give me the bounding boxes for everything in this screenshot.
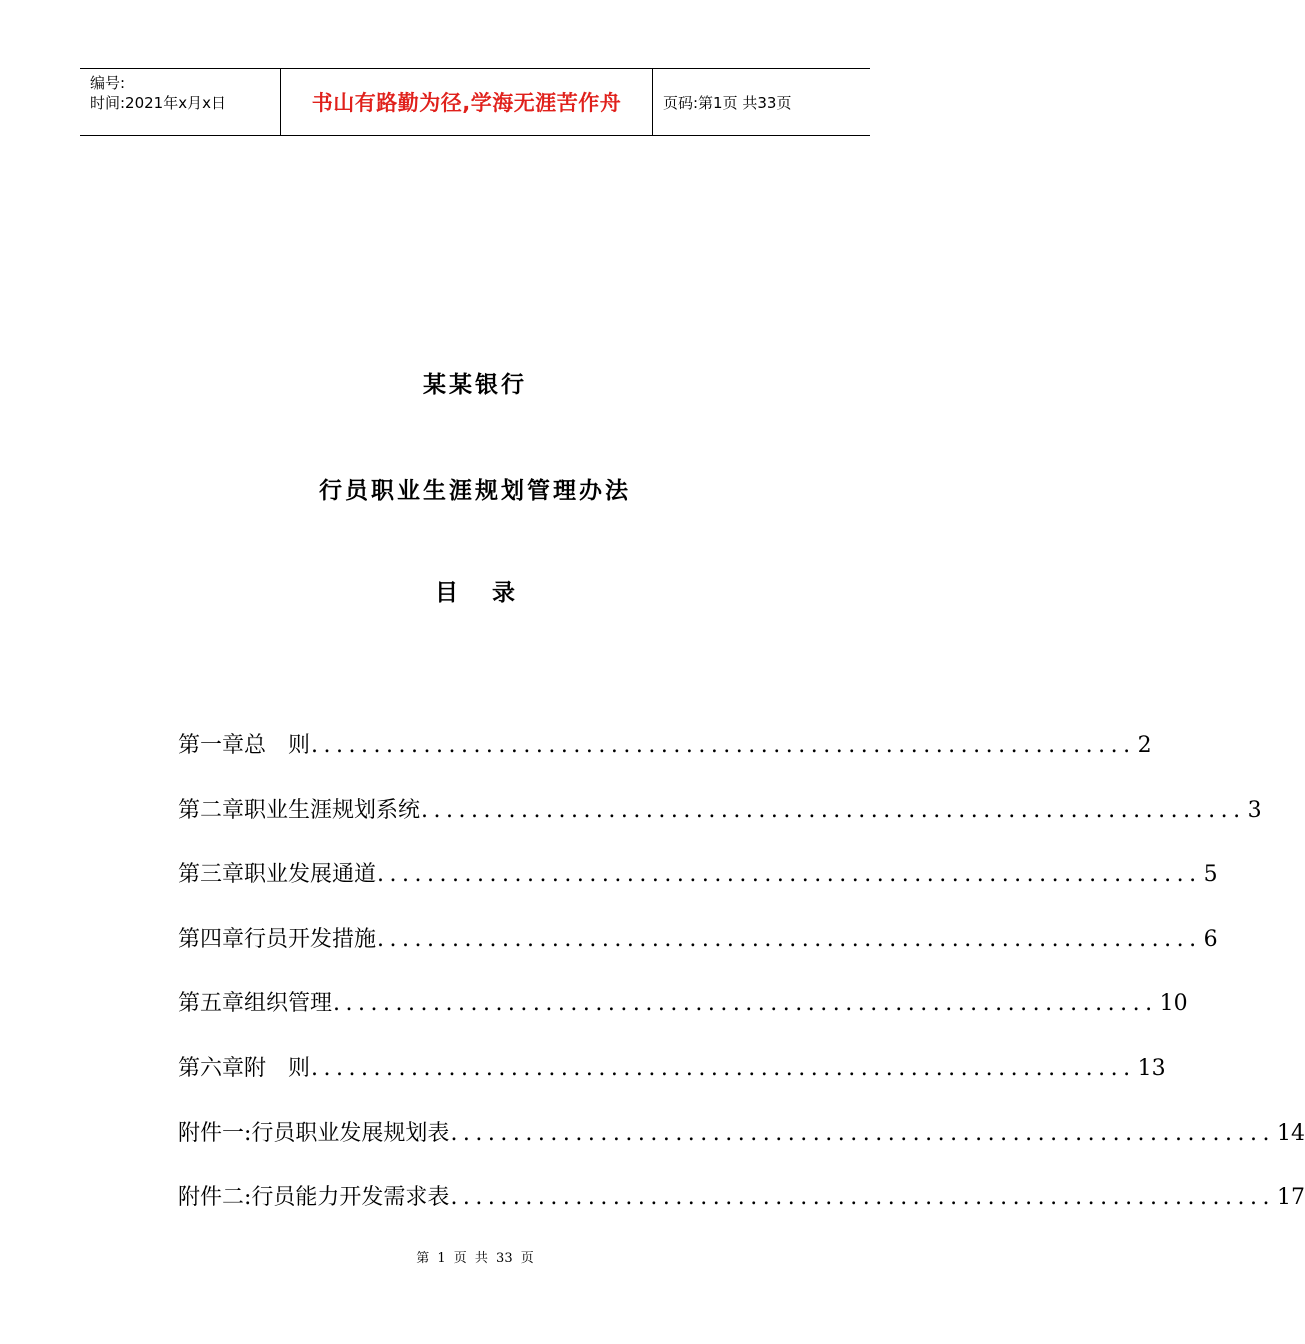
time-label: 时间:2021年x月x日 bbox=[90, 94, 226, 112]
toc-entry[interactable] bbox=[178, 1051, 1166, 1116]
toc-leader-dots: .................................................................. bbox=[333, 991, 1158, 1017]
toc-title: 职业生涯规划系统 bbox=[244, 797, 421, 823]
toc-leader-dots: .................................................................. bbox=[311, 733, 1136, 758]
toc-page-number: 3 bbox=[1247, 797, 1262, 823]
toc-page-number: 5 bbox=[1203, 862, 1218, 888]
number-label: 编号: bbox=[90, 74, 126, 92]
toc-heading: 目录 bbox=[435, 580, 549, 606]
toc-chapter: 第二章 bbox=[178, 797, 245, 823]
toc-title: 附 则 bbox=[244, 1055, 311, 1081]
header-motto-cell bbox=[281, 69, 653, 135]
toc-title: 职业发展通道 bbox=[244, 862, 377, 888]
toc-entry[interactable] bbox=[178, 1116, 1305, 1181]
toc-chapter: 第三章 bbox=[178, 862, 245, 888]
toc-page-number: 13 bbox=[1137, 1055, 1166, 1081]
toc-leader-dots: .................................................................. bbox=[421, 797, 1246, 823]
toc-leader-dots: .................................................................. bbox=[377, 926, 1202, 952]
toc-page-number: 6 bbox=[1203, 926, 1218, 952]
toc-entry[interactable] bbox=[178, 857, 1218, 922]
toc-page-number: 10 bbox=[1159, 991, 1188, 1017]
bank-name: 某某银行 bbox=[423, 372, 527, 398]
toc-leader-dots: .................................................................. bbox=[377, 862, 1202, 888]
toc-entry[interactable] bbox=[178, 1180, 1305, 1245]
document-title: 行员职业生涯规划管理办法 bbox=[319, 478, 631, 504]
toc-page-number: 17 bbox=[1277, 1185, 1305, 1211]
toc-chapter: 第五章 bbox=[178, 991, 245, 1017]
header-table bbox=[80, 68, 870, 136]
toc-leader-dots: .................................................................. bbox=[450, 1120, 1275, 1146]
toc-title: 行员职业发展规划表 bbox=[251, 1120, 450, 1146]
page-footer: 第 1 页 共 33 页 bbox=[416, 1251, 534, 1266]
toc-entry[interactable] bbox=[178, 922, 1218, 987]
page-info: 页码:第1页 共33页 bbox=[663, 93, 792, 112]
toc-entry[interactable] bbox=[178, 986, 1188, 1051]
toc-leader-dots: .................................................................. bbox=[450, 1185, 1275, 1211]
toc-page-number: 2 bbox=[1137, 733, 1152, 758]
toc-entry[interactable] bbox=[178, 793, 1262, 858]
toc-chapter: 附件二: bbox=[178, 1185, 252, 1211]
toc-title: 组织管理 bbox=[244, 991, 333, 1017]
toc-leader-dots: .................................................................. bbox=[311, 1055, 1136, 1081]
toc-chapter: 第一章 bbox=[178, 733, 245, 758]
toc-chapter: 附件一: bbox=[178, 1120, 252, 1146]
header-page-cell bbox=[653, 69, 870, 135]
motto-text: 书山有路勤为径,学海无涯苦作舟 bbox=[311, 91, 622, 115]
toc-title: 行员开发措施 bbox=[244, 926, 377, 952]
toc-page-number: 14 bbox=[1277, 1120, 1305, 1146]
toc-chapter: 第六章 bbox=[178, 1055, 245, 1081]
toc-title: 行员能力开发需求表 bbox=[251, 1185, 450, 1211]
header-meta-cell bbox=[80, 69, 281, 135]
table-of-contents bbox=[178, 728, 1305, 1245]
toc-title: 总 则 bbox=[244, 733, 311, 758]
toc-chapter: 第四章 bbox=[178, 926, 245, 952]
toc-entry[interactable] bbox=[178, 728, 1152, 793]
